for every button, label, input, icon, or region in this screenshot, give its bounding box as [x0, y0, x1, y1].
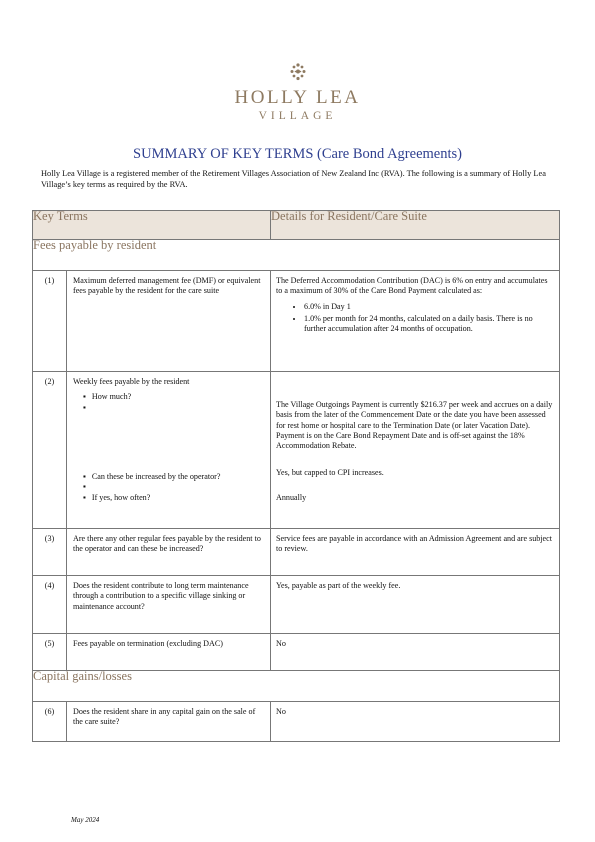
row-answer: Service fees are payable in accordance with an Admission Agreement and are subject to review. [271, 529, 560, 576]
section-row [33, 671, 560, 702]
answer-how-much: The Village Outgoings Payment is currently $216.37 per week and accrues on a daily basis from the later of the Commencement Date or the date you have been assessed for rest home or hospital care to the Termination Date (or later Vacation Date). Payment is on the Care Bond Repayment Date and is off-set against the 18% Accommodation Rebate. [276, 400, 553, 451]
flower-cluster-icon [288, 62, 308, 82]
row-answer [271, 372, 560, 529]
table-row [33, 702, 560, 742]
row-answer: No [271, 702, 560, 742]
row-question [67, 372, 271, 529]
footer-date: May 2024 [71, 816, 100, 824]
table-header-row [33, 211, 560, 240]
section-fees-payable: Fees payable by resident [33, 240, 560, 271]
row-number: (5) [33, 634, 67, 671]
table-row [33, 634, 560, 671]
table-row [33, 372, 560, 529]
row-question: Are there any other regular fees payable by the resident to the operator and can these be increased? [67, 529, 271, 576]
row-number: (3) [33, 529, 67, 576]
spacer [83, 403, 264, 472]
row-answer: Yes, payable as part of the weekly fee. [271, 576, 560, 634]
row-answer: No [271, 634, 560, 671]
answer-text: The Deferred Accommodation Contribution (DAC) is 6% on entry and accumulates to a maximum of 30% of the Care Bond Payment calculated as: [276, 276, 548, 296]
row-question: Does the resident contribute to long term maintenance through a contribution to a specific village sinking or maintenance account? [67, 576, 271, 634]
table-row [33, 271, 560, 372]
logo [0, 62, 595, 123]
question-text: Weekly fees payable by the resident [73, 377, 190, 386]
row-number: (1) [33, 271, 67, 372]
answer-increase: Yes, but capped to CPI increases. [276, 468, 384, 478]
section-capital-gains: Capital gains/losses [33, 671, 560, 702]
header-key-terms: Key Terms [33, 211, 271, 240]
header-details: Details for Resident/Care Suite [271, 211, 560, 240]
answer-bullets [276, 302, 553, 335]
logo-subtitle: VILLAGE [258, 110, 337, 122]
key-terms-table [32, 210, 560, 742]
row-number: (2) [33, 372, 67, 529]
row-question: Maximum deferred management fee (DMF) or equivalent fees payable by the resident for the care suite [67, 271, 271, 372]
row-answer [271, 271, 560, 372]
sub-questions [73, 392, 264, 503]
section-row [33, 240, 560, 271]
list-item: • 1.0% per month for 24 months, calculated on a daily basis. There is no further accumulation after 24 months of occupation. [304, 314, 553, 335]
intro-paragraph: Holly Lea Village is a registered member of the Retirement Villages Association of New Zealand Inc (RVA). The following is a summary of Holly Lea Village’s key terms as required by the RVA. [41, 169, 546, 189]
row-number: (6) [33, 702, 67, 742]
table-row [33, 529, 560, 576]
row-question: Does the resident share in any capital gain on the sale of the care suite? [67, 702, 271, 742]
spacer [83, 482, 264, 493]
row-number: (4) [33, 576, 67, 634]
row-question: Fees payable on termination (excluding DAC) [67, 634, 271, 671]
sub-question-how-much: ▪ How much? [83, 392, 264, 402]
page-title: SUMMARY OF KEY TERMS (Care Bond Agreements) [133, 146, 462, 162]
logo-name: HOLLY LEA [234, 87, 361, 108]
sub-question-increase: ▪ Can these be increased by the operator? [83, 472, 264, 482]
table-row [33, 576, 560, 634]
list-item: • 6.0% in Day 1 [304, 302, 553, 312]
answer-how-often: Annually [276, 492, 307, 502]
sub-question-how-often: ▪ If yes, how often? [83, 493, 264, 503]
